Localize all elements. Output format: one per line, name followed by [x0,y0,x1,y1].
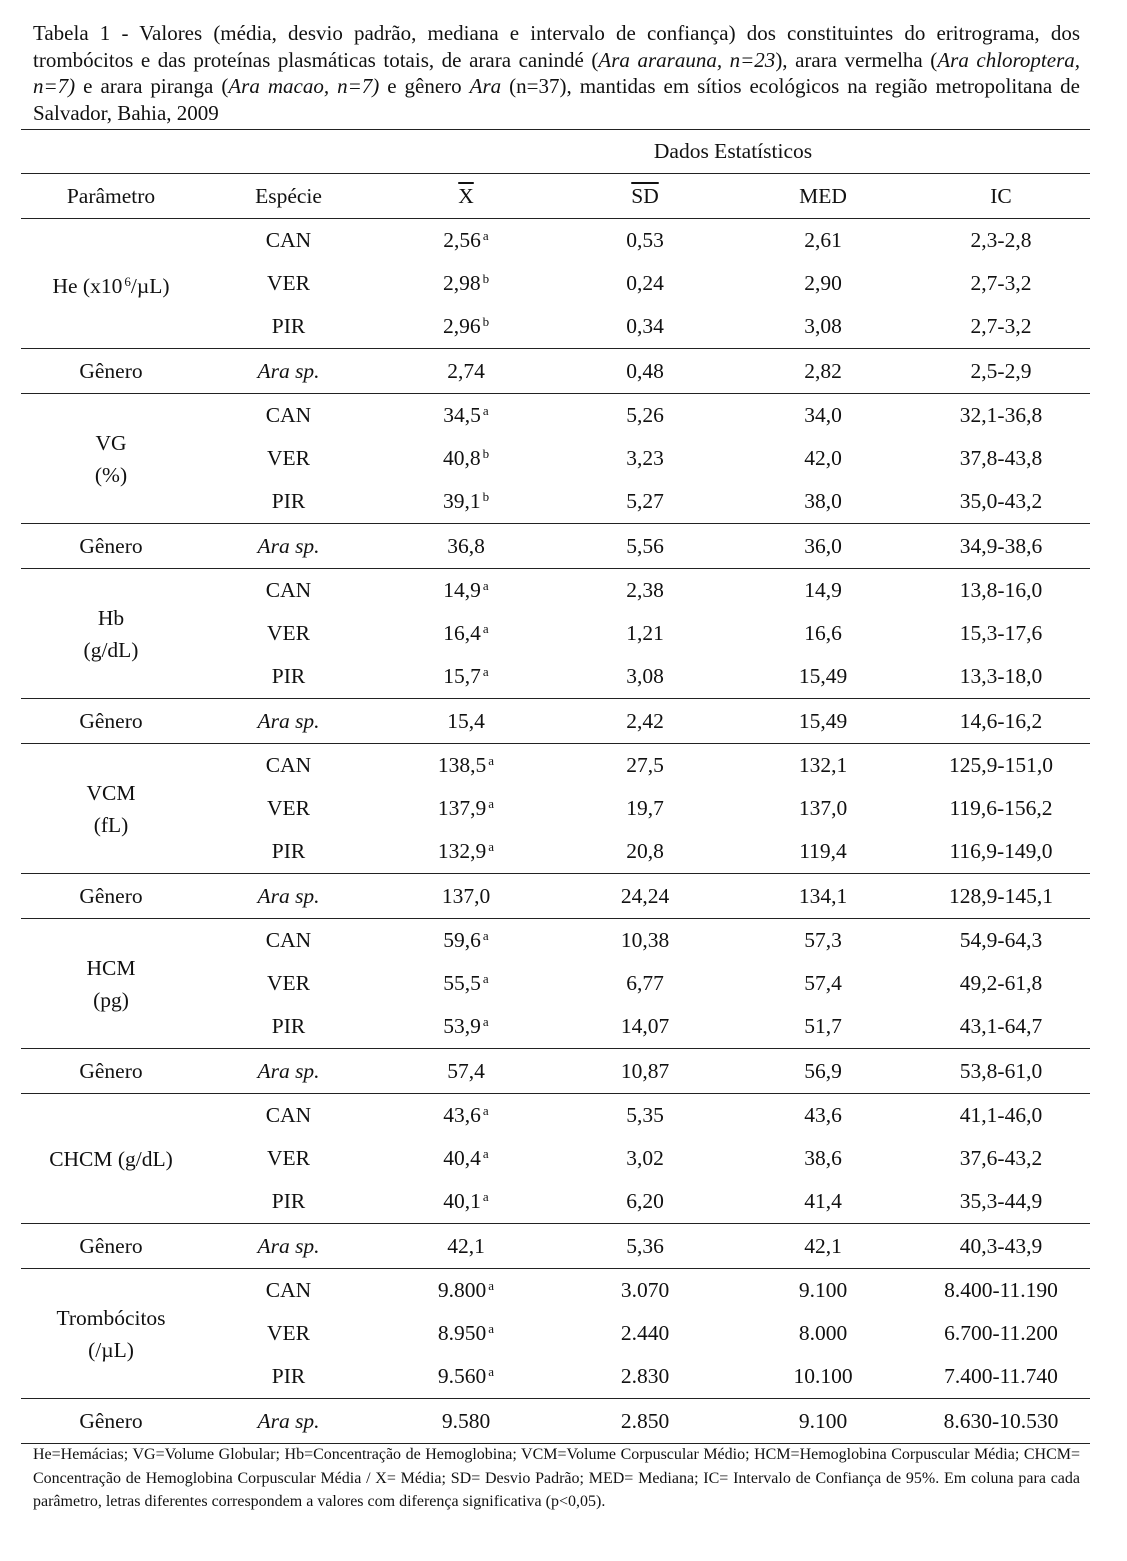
genus-row [21,1399,1090,1444]
table-footnote: He=Hemácias; VG=Volume Globular; Hb=Concentração de Hemoglobina; VCM=Volume Corpuscular Médio; HCM=Hemoglobina Corpuscular Média; CHCM= Concentração de Hemoglobina Corpuscular Média / X= Média; SD= Desvio Padrão; MED= Mediana; IC= Intervalo de Confiança de 95%. Em coluna para cada parâmetro, letras diferentes correspondem a valores com diferença significativa (p<0,05). [33,1446,1080,1510]
genus-label: Gênero [21,1224,201,1269]
mean-value: 9.560 [437,1364,487,1388]
sd-cell: 5,26 [556,394,734,438]
ci-cell: 43,1-64,7 [959,1014,1043,1038]
genus-label: Gênero [21,349,201,394]
median-cell: 38,0 [804,489,842,513]
ci-cell: 8.400-11.190 [912,1269,1090,1313]
ci-cell: 13,3-18,0 [959,664,1043,688]
median-cell: 8.000 [798,1321,848,1345]
ci-cell: 8.630-10.530 [912,1399,1090,1444]
significance-letter: b [482,489,490,504]
significance-letter: b [482,314,490,329]
ci-cell: 7.400-11.740 [944,1364,1058,1388]
median-cell: 42,1 [734,1224,912,1269]
significance-letter: a [482,578,489,593]
ci-cell: 34,9-38,6 [912,524,1090,569]
species-cell: PIR [271,1364,306,1388]
mean-cell [376,744,556,788]
parameter-name: He (x10 [52,273,123,298]
median-cell: 2,90 [804,271,842,295]
genus-species: Ara sp. [201,874,376,919]
median-cell: 2,61 [734,219,912,263]
parameter-exponent: 6 [124,273,131,289]
mean-cell [376,1312,556,1355]
caption-species: Ara ararauna, n=23 [598,47,776,72]
significance-letter: a [482,928,489,943]
group-header-row [21,130,1090,174]
significance-letter: a [488,1364,495,1379]
species-cell: VER [267,621,310,645]
median-cell: 15,49 [798,664,848,688]
mean-value: 43,6 [443,1103,481,1127]
ci-cell: 54,9-64,3 [912,919,1090,963]
ci-cell: 2,5-2,9 [912,349,1090,394]
median-cell: 137,0 [798,796,848,820]
ci-cell: 41,1-46,0 [912,1094,1090,1138]
species-cell: VER [267,446,310,470]
ci-cell: 2,7-3,2 [970,271,1032,295]
parameter-unit: (g/dL) [83,637,139,662]
mean-cell [376,480,556,524]
genus-species: Ara sp. [201,1224,376,1269]
significance-letter: a [482,1103,489,1118]
table-row [21,569,1090,613]
caption-text: e gênero [379,74,470,98]
ci-cell: 116,9-149,0 [949,839,1053,863]
col-header-especie: Espécie [201,174,376,219]
parameter-unit: /µL) [130,273,170,298]
col-header-med: MED [734,174,912,219]
sd-cell: 0,48 [556,349,734,394]
median-cell: 2,82 [734,349,912,394]
mean-value: 40,8 [442,446,481,470]
ci-cell: 119,6-156,2 [949,796,1053,820]
parameter-cell [21,744,201,874]
table-row [21,1269,1090,1313]
mean-cell [376,1137,556,1180]
ci-cell: 6.700-11.200 [944,1321,1058,1345]
data-table-container [21,129,1090,1444]
median-cell: 34,0 [734,394,912,438]
sd-cell: 6,77 [626,971,664,995]
caption-text: Tabela 1 - Valores (média, desvio padrão, mediana e intervalo de confiança) dos constituintes do eritrograma, dos trombócitos e das proteínas plasmáticas totais, de arara canindé ( [33,21,1080,72]
median-cell: 36,0 [734,524,912,569]
ci-cell: 35,3-44,9 [959,1189,1043,1213]
sd-cell: 3,08 [626,664,664,688]
species-cell: PIR [271,1014,306,1038]
sd-cell: 3,23 [626,446,664,470]
mean-cell: 15,4 [376,699,556,744]
sd-cell: 10,38 [556,919,734,963]
mean-cell [376,1355,556,1399]
mean-cell [376,1180,556,1224]
mean-value: 34,5 [443,403,481,427]
hematology-table [21,129,1090,1444]
table-row [21,219,1090,263]
table-caption [33,20,1080,126]
mean-cell [376,1094,556,1138]
species-cell: PIR [271,664,306,688]
sd-cell: 3.070 [556,1269,734,1313]
mean-value: 8.950 [437,1321,487,1345]
ci-cell: 13,8-16,0 [912,569,1090,613]
caption-text: e arara piranga ( [75,74,229,98]
median-cell: 15,49 [734,699,912,744]
genus-label: Gênero [21,1049,201,1094]
parameter-cell [21,394,201,524]
mean-cell: 42,1 [376,1224,556,1269]
sd-cell: 1,21 [626,621,664,645]
mean-value: 39,1 [442,489,481,513]
mean-cell [376,655,556,699]
genus-species: Ara sp. [201,1049,376,1094]
parameter-cell [21,1269,201,1399]
species-cell: VER [267,1146,310,1170]
significance-letter: a [482,228,489,243]
mean-symbol: $\overline{X}$ [458,183,474,208]
ci-cell: 2,3-2,8 [912,219,1090,263]
species-cell: CAN [201,919,376,963]
caption-species: Ara chloroptera, n=7) [33,47,1080,98]
sd-cell: 6,20 [626,1189,664,1213]
parameter-name: VG [95,430,127,455]
caption-text: (n=37), mantidas em sítios ecológicos na região metropolitana de Salvador, Bahia, 2009 [33,74,1080,125]
significance-letter: a [488,753,495,768]
significance-letter: a [488,1278,495,1293]
col-header-ic: IC [912,174,1090,219]
median-cell: 9.100 [734,1399,912,1444]
caption-species: Ara macao, n=7) [228,74,380,98]
parameter-name: HCM [86,955,136,980]
mean-cell: 57,4 [376,1049,556,1094]
parameter-cell [21,219,201,349]
sd-cell: 2,38 [556,569,734,613]
significance-letter: a [482,664,489,679]
mean-cell: 36,8 [376,524,556,569]
sd-cell: 0,34 [626,314,664,338]
mean-value: 137,9 [437,796,487,820]
species-cell: VER [267,971,310,995]
species-cell: PIR [271,839,306,863]
ci-cell: 125,9-151,0 [912,744,1090,788]
sd-cell: 2.830 [620,1364,670,1388]
species-cell: PIR [271,489,306,513]
parameter-name: Hb [97,605,125,630]
species-cell: CAN [201,394,376,438]
median-cell: 10.100 [793,1364,853,1388]
ci-cell: 128,9-145,1 [912,874,1090,919]
significance-letter: a [482,1189,489,1204]
significance-letter: a [482,1014,489,1029]
mean-cell [376,394,556,438]
sd-cell: 5,36 [556,1224,734,1269]
ci-cell: 32,1-36,8 [912,394,1090,438]
median-cell: 43,6 [734,1094,912,1138]
mean-cell: 137,0 [376,874,556,919]
ci-cell: 14,6-16,2 [912,699,1090,744]
parameter-name: CHCM (g/dL) [49,1146,173,1171]
median-cell: 132,1 [734,744,912,788]
genus-label: Gênero [21,1399,201,1444]
sd-cell: 19,7 [626,796,664,820]
mean-value: 59,6 [443,928,481,952]
genus-label: Gênero [21,524,201,569]
mean-value: 2,56 [443,228,481,252]
mean-value: 40,1 [443,1189,481,1213]
mean-cell [376,569,556,613]
significance-letter: b [482,446,490,461]
mean-cell: 2,74 [376,349,556,394]
genus-label: Gênero [21,699,201,744]
mean-value: 9.800 [437,1278,487,1302]
median-cell: 119,4 [799,839,847,863]
table-body [21,219,1090,1444]
mean-value: 2,98 [442,271,481,295]
sd-cell: 2,42 [556,699,734,744]
column-header-row [21,174,1090,219]
species-cell: CAN [201,744,376,788]
species-cell: VER [267,1321,310,1345]
parameter-cell [21,569,201,699]
parameter-name: VCM [86,780,136,805]
mean-value: 132,9 [437,839,487,863]
mean-cell [376,262,556,305]
sd-cell: 24,24 [556,874,734,919]
col-header-parametro: Parâmetro [21,174,201,219]
genus-label: Gênero [21,874,201,919]
parameter-unit: (/µL) [88,1337,134,1362]
mean-value: 14,9 [443,578,481,602]
median-cell: 38,6 [804,1146,842,1170]
ci-cell: 2,7-3,2 [970,314,1032,338]
ci-cell: 53,8-61,0 [912,1049,1090,1094]
col-header-sd [556,174,734,219]
median-cell: 41,4 [804,1189,842,1213]
mean-value: 53,9 [443,1014,481,1038]
mean-cell: 9.580 [376,1399,556,1444]
median-cell: 14,9 [734,569,912,613]
species-cell: CAN [201,569,376,613]
sd-cell: 5,56 [556,524,734,569]
sd-cell: 2.850 [556,1399,734,1444]
genus-row [21,699,1090,744]
caption-text: ), arara vermelha ( [775,47,938,72]
table-row [21,1094,1090,1138]
sd-cell: 14,07 [620,1014,670,1038]
ci-cell: 37,8-43,8 [959,446,1043,470]
genus-row [21,349,1090,394]
species-cell: VER [267,796,310,820]
median-cell: 56,9 [734,1049,912,1094]
mean-value: 40,4 [443,1146,481,1170]
median-cell: 16,6 [804,621,842,645]
sd-cell: 0,53 [556,219,734,263]
genus-row [21,524,1090,569]
species-cell: VER [267,271,310,295]
mean-value: 15,7 [443,664,481,688]
median-cell: 3,08 [804,314,842,338]
mean-cell [376,612,556,655]
table-row [21,394,1090,438]
median-cell: 42,0 [804,446,842,470]
mean-cell [376,919,556,963]
significance-letter: b [482,271,490,286]
mean-cell [376,962,556,1005]
ci-cell: 40,3-43,9 [912,1224,1090,1269]
caption-genus: Ara [469,74,502,98]
genus-species: Ara sp. [201,349,376,394]
significance-letter: a [482,621,489,636]
genus-species: Ara sp. [201,524,376,569]
parameter-name: Trombócitos [56,1305,166,1330]
significance-letter: a [482,403,489,418]
genus-row [21,1224,1090,1269]
mean-cell [376,787,556,830]
mean-value: 138,5 [437,753,487,777]
species-cell: PIR [271,1189,306,1213]
mean-cell [376,219,556,263]
median-cell: 57,4 [804,971,842,995]
mean-cell [376,1269,556,1313]
sd-cell: 0,24 [626,271,664,295]
species-cell: CAN [201,1269,376,1313]
species-cell: PIR [271,314,306,338]
parameter-cell [21,919,201,1049]
genus-species: Ara sp. [201,1399,376,1444]
ci-cell: 35,0-43,2 [959,489,1043,513]
ci-cell: 15,3-17,6 [959,621,1043,645]
sd-cell: 3,02 [626,1146,664,1170]
table-row [21,744,1090,788]
table-row [21,919,1090,963]
significance-letter: a [488,1321,495,1336]
sd-cell: 10,87 [556,1049,734,1094]
mean-cell [376,437,556,480]
species-cell: CAN [201,1094,376,1138]
median-cell: 9.100 [734,1269,912,1313]
sd-cell: 20,8 [626,839,664,863]
genus-row [21,874,1090,919]
parameter-unit: (fL) [93,812,129,837]
ci-cell: 49,2-61,8 [959,971,1043,995]
genus-species: Ara sp. [201,699,376,744]
sd-cell: 5,27 [626,489,664,513]
genus-row [21,1049,1090,1094]
mean-cell [376,830,556,874]
col-header-mean [376,174,556,219]
median-cell: 51,7 [804,1014,842,1038]
species-cell: CAN [201,219,376,263]
median-cell: 57,3 [734,919,912,963]
significance-letter: a [488,796,495,811]
sd-cell: 27,5 [556,744,734,788]
significance-letter: a [482,1146,489,1161]
ci-cell: 37,6-43,2 [959,1146,1043,1170]
parameter-unit: (%) [94,462,128,487]
sd-symbol: $\overline{SD}$ [631,183,659,208]
mean-cell [376,305,556,349]
sd-cell: 5,35 [556,1094,734,1138]
mean-value: 2,96 [442,314,481,338]
median-cell: 134,1 [734,874,912,919]
sd-cell: 2.440 [620,1321,670,1345]
mean-cell [376,1005,556,1049]
parameter-unit: (pg) [93,987,129,1012]
parameter-cell [21,1094,201,1224]
significance-letter: a [488,839,495,854]
mean-value: 16,4 [443,621,481,645]
group-header: Dados Estatísticos [376,130,1090,174]
mean-value: 55,5 [443,971,481,995]
significance-letter: a [482,971,489,986]
